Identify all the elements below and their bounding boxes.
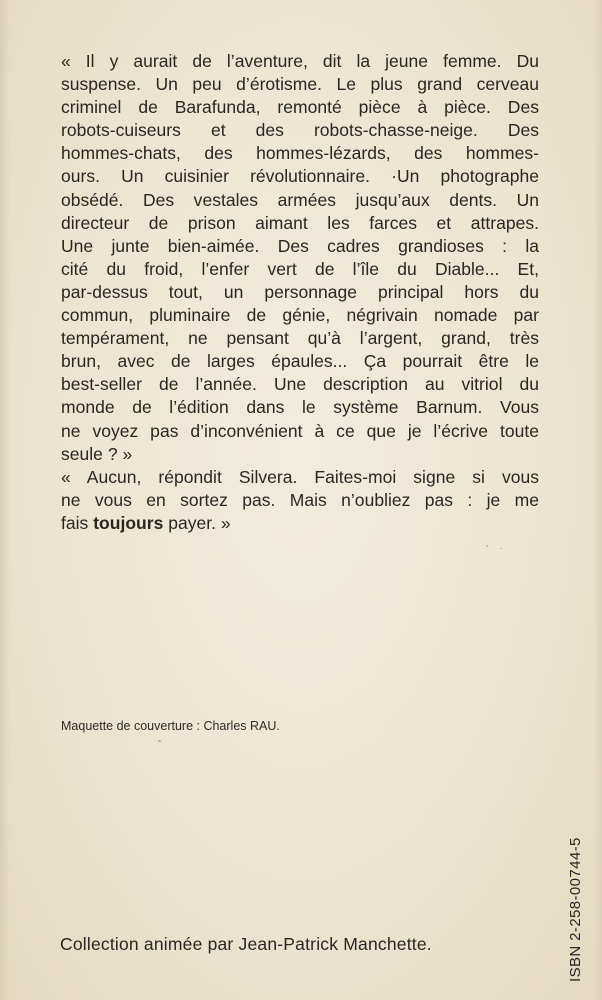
blurb-paragraph-2	[61, 466, 539, 535]
blurb-text: payer. »	[163, 512, 231, 533]
paper-speck	[500, 548, 502, 549]
blurb-line: seule ? »	[61, 443, 133, 464]
blurb-line: monde de l’édition dans le système Barnum. Vous	[61, 397, 539, 418]
blurb-line: obsédé. Des vestales armées jusqu’aux dents. Un	[61, 189, 539, 210]
blurb-line: ne vous en sortez pas. Mais n’oubliez pas : je me	[61, 489, 539, 510]
paper-edge-left	[0, 0, 10, 1000]
collection-credit: Collection animée par Jean-Patrick Manchette.	[60, 934, 432, 954]
paper-speck	[158, 740, 161, 742]
blurb-line: brun, avec de larges épaules... Ça pourrait être le	[61, 351, 539, 372]
blurb-paragraph-1	[61, 50, 539, 466]
blurb-line: « Il y aurait de l’aventure, dit la jeune femme. Du	[61, 51, 539, 71]
blurb-line: ours. Un cuisinier révolutionnaire. ·Un photographe	[61, 166, 539, 187]
blurb-line: hommes-chats, des hommes-lézards, des hommes-	[61, 143, 539, 164]
paper-edge-right	[594, 0, 602, 1000]
blurb-line: tempérament, ne pensant qu’à l’argent, grand, très	[61, 328, 539, 349]
blurb-line: ne voyez pas d’inconvénient à ce que je l’écrive toute	[61, 420, 539, 441]
blurb-line: robots-cuiseurs et des robots-chasse-neige. Des	[61, 120, 539, 141]
blurb-text: fais	[61, 512, 94, 533]
blurb-line: cité du froid, l’enfer vert de l’île du Diable... Et,	[61, 258, 539, 279]
back-cover-blurb	[61, 50, 539, 535]
blurb-line: criminel de Barafunda, remonté pièce à pièce. Des	[61, 97, 539, 118]
isbn-number: ISBN 2-258-00744-5	[567, 837, 584, 982]
blurb-line: commun, pluminaire de génie, négrivain nomade par	[61, 305, 539, 326]
blurb-line: best-seller de l’année. Une description au vitriol du	[61, 374, 539, 395]
blurb-line: « Aucun, répondit Silvera. Faites-moi signe si vous	[61, 466, 539, 487]
paper-speck	[486, 545, 488, 547]
blurb-line: par-dessus tout, un personnage principal hors du	[61, 281, 539, 302]
blurb-line: directeur de prison aimant les farces et attrapes.	[61, 212, 539, 233]
blurb-emphasis: toujours	[93, 512, 164, 533]
blurb-line: Une junte bien-aimée. Des cadres grandioses : la	[61, 235, 539, 256]
cover-design-credit: Maquette de couverture : Charles RAU.	[61, 719, 280, 733]
blurb-final-line	[61, 512, 539, 535]
blurb-line: suspense. Un peu d’érotisme. Le plus grand cerveau	[61, 74, 539, 95]
